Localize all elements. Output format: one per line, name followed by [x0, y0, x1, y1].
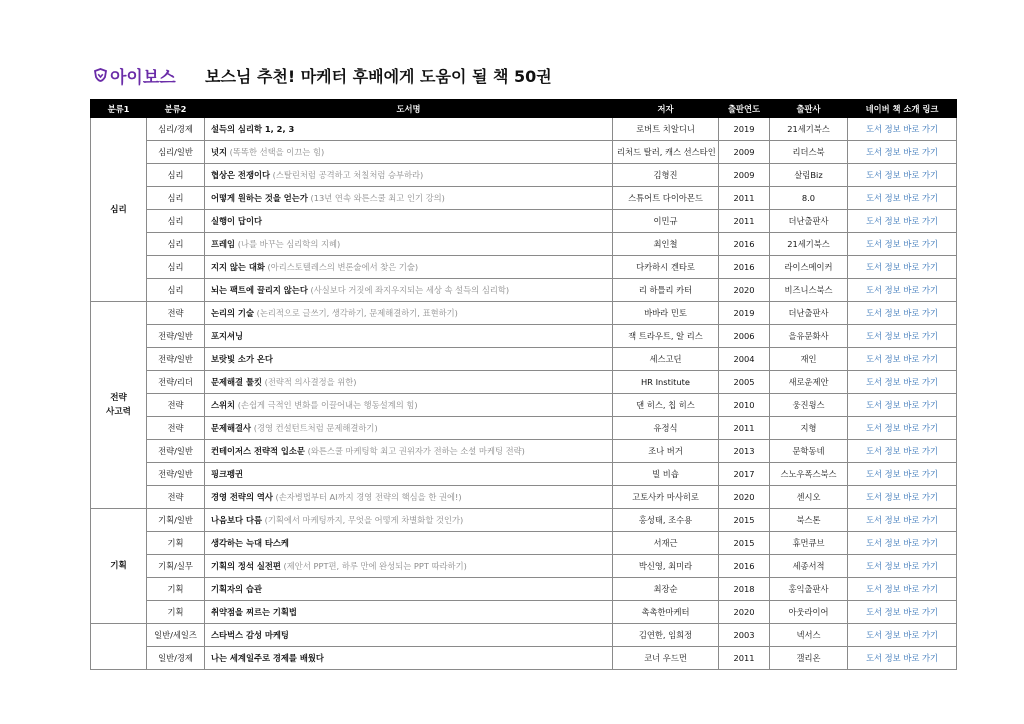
publisher-cell: 세종서적 — [770, 555, 848, 578]
year-cell: 2013 — [719, 440, 770, 463]
year-cell: 2005 — [719, 371, 770, 394]
book-title-cell — [205, 578, 613, 601]
year-cell: 2017 — [719, 463, 770, 486]
author-cell: 이민규 — [613, 210, 719, 233]
book-title-cell — [205, 348, 613, 371]
book-title-cell — [205, 394, 613, 417]
category2-cell: 심리 — [147, 256, 205, 279]
book-subtitle: (전략적 의사결정을 위한) — [264, 377, 357, 387]
year-cell: 2019 — [719, 302, 770, 325]
author-cell: 유정식 — [613, 417, 719, 440]
book-title: 컨테이저스 전략적 입소문 — [211, 446, 305, 456]
table-row — [91, 256, 957, 279]
category2-cell: 전략/일반 — [147, 325, 205, 348]
category2-cell: 전략 — [147, 486, 205, 509]
year-cell: 2010 — [719, 394, 770, 417]
author-cell: 잭 트라우트, 알 리스 — [613, 325, 719, 348]
table-row — [91, 187, 957, 210]
year-cell: 2011 — [719, 210, 770, 233]
publisher-cell: 북스톤 — [770, 509, 848, 532]
publisher-cell: 더난출판사 — [770, 210, 848, 233]
table-row — [91, 371, 957, 394]
author-cell: 리처드 탈러, 캐스 선스타인 — [613, 141, 719, 164]
book-title-cell — [205, 279, 613, 302]
table-row — [91, 486, 957, 509]
table-row — [91, 141, 957, 164]
author-cell: 최인철 — [613, 233, 719, 256]
publisher-cell: 을유문화사 — [770, 325, 848, 348]
author-cell: 바바라 민토 — [613, 302, 719, 325]
publisher-cell: 스노우폭스북스 — [770, 463, 848, 486]
book-info-link[interactable]: 도서 정보 바로 가기 — [848, 325, 957, 348]
book-title: 경영 전략의 역사 — [211, 492, 273, 502]
book-info-link[interactable]: 도서 정보 바로 가기 — [848, 601, 957, 624]
col-header-publisher: 출판사 — [770, 100, 848, 118]
book-subtitle: (제안서 PPT편, 하루 만에 완성되는 PPT 따라하기) — [283, 561, 467, 571]
col-header-category1: 분류1 — [91, 100, 147, 118]
table-row — [91, 325, 957, 348]
book-info-link[interactable]: 도서 정보 바로 가기 — [848, 233, 957, 256]
year-cell: 2020 — [719, 486, 770, 509]
col-header-category2: 분류2 — [147, 100, 205, 118]
category2-cell: 기획 — [147, 532, 205, 555]
book-info-link[interactable]: 도서 정보 바로 가기 — [848, 302, 957, 325]
table-row — [91, 394, 957, 417]
table-row — [91, 118, 957, 141]
category2-cell: 일반/세일즈 — [147, 624, 205, 647]
year-cell: 2006 — [719, 325, 770, 348]
category2-cell: 심리/일반 — [147, 141, 205, 164]
book-title-cell — [205, 624, 613, 647]
book-title: 스타벅스 감성 마케팅 — [211, 630, 289, 640]
year-cell: 2016 — [719, 555, 770, 578]
year-cell: 2011 — [719, 417, 770, 440]
book-title: 어떻게 원하는 것을 얻는가 — [211, 193, 308, 203]
book-title-cell — [205, 118, 613, 141]
publisher-cell: 8.0 — [770, 187, 848, 210]
book-subtitle: (손쉽게 극적인 변화를 이끌어내는 행동설계의 힘) — [237, 400, 418, 410]
book-info-link[interactable]: 도서 정보 바로 가기 — [848, 578, 957, 601]
book-title: 기획의 정석 실전편 — [211, 561, 281, 571]
book-info-link[interactable]: 도서 정보 바로 가기 — [848, 394, 957, 417]
year-cell: 2004 — [719, 348, 770, 371]
book-subtitle: (기획에서 마케팅까지, 무엇을 어떻게 차별화할 것인가) — [264, 515, 464, 525]
author-cell: 로버트 치알디니 — [613, 118, 719, 141]
category2-cell: 기획 — [147, 601, 205, 624]
book-title-cell — [205, 532, 613, 555]
book-info-link[interactable]: 도서 정보 바로 가기 — [848, 417, 957, 440]
year-cell: 2020 — [719, 601, 770, 624]
book-title-cell — [205, 233, 613, 256]
category2-cell: 기획 — [147, 578, 205, 601]
author-cell: 박신영, 최미라 — [613, 555, 719, 578]
book-title: 취약점을 찌르는 기획법 — [211, 607, 297, 617]
book-subtitle: (스탈린처럼 공격하고 처칠처럼 승부하라) — [272, 170, 424, 180]
table-row — [91, 578, 957, 601]
publisher-cell: 갤리온 — [770, 647, 848, 670]
page-title: 보스님 추천! 마케터 후배에게 도움이 될 책 50권 — [205, 66, 552, 86]
book-table — [90, 99, 957, 670]
book-title-cell — [205, 141, 613, 164]
publisher-cell: 21세기북스 — [770, 118, 848, 141]
book-info-link[interactable]: 도서 정보 바로 가기 — [848, 164, 957, 187]
book-title: 실행이 답이다 — [211, 216, 262, 226]
table-row — [91, 555, 957, 578]
book-info-link[interactable]: 도서 정보 바로 가기 — [848, 532, 957, 555]
table-row — [91, 463, 957, 486]
book-title: 프레임 — [211, 239, 236, 249]
col-header-author: 저자 — [613, 100, 719, 118]
author-cell: 다카하시 겐타로 — [613, 256, 719, 279]
year-cell: 2015 — [719, 532, 770, 555]
table-row — [91, 624, 957, 647]
year-cell: 2019 — [719, 118, 770, 141]
category1-cell: 기획 — [91, 509, 147, 624]
book-title: 논리의 기술 — [211, 308, 254, 318]
table-row — [91, 233, 957, 256]
author-cell: HR Institute — [613, 371, 719, 394]
book-title: 협상은 전쟁이다 — [211, 170, 270, 180]
shield-logo-icon — [94, 68, 107, 82]
category2-cell: 심리 — [147, 233, 205, 256]
book-title: 포지셔닝 — [211, 331, 244, 341]
publisher-cell: 라이스메이커 — [770, 256, 848, 279]
book-title-cell — [205, 371, 613, 394]
year-cell: 2011 — [719, 647, 770, 670]
book-subtitle: (13년 연속 와튼스쿨 최고 인기 강의) — [310, 193, 445, 203]
table-row — [91, 279, 957, 302]
category2-cell: 전략 — [147, 417, 205, 440]
publisher-cell: 새로운제안 — [770, 371, 848, 394]
publisher-cell: 넥서스 — [770, 624, 848, 647]
author-cell: 고토사카 마사히로 — [613, 486, 719, 509]
category2-cell: 전략 — [147, 302, 205, 325]
table-row — [91, 210, 957, 233]
year-cell: 2015 — [719, 509, 770, 532]
book-title-cell — [205, 256, 613, 279]
book-title-cell — [205, 509, 613, 532]
book-title: 생각하는 늑대 타스케 — [211, 538, 289, 548]
book-title: 핑크펭귄 — [211, 469, 244, 479]
category2-cell: 기획/실무 — [147, 555, 205, 578]
book-title: 나음보다 다름 — [211, 515, 262, 525]
year-cell: 2016 — [719, 256, 770, 279]
book-title-cell — [205, 601, 613, 624]
category1-cell: 전략 사고력 — [91, 302, 147, 509]
table-row — [91, 164, 957, 187]
author-cell: 세스고딘 — [613, 348, 719, 371]
publisher-cell: 더난출판사 — [770, 302, 848, 325]
category2-cell: 심리 — [147, 164, 205, 187]
category2-cell: 전략 — [147, 394, 205, 417]
book-info-link[interactable]: 도서 정보 바로 가기 — [848, 555, 957, 578]
col-header-link: 네이버 책 소개 링크 — [848, 100, 957, 118]
book-info-link[interactable]: 도서 정보 바로 가기 — [848, 440, 957, 463]
book-title: 지지 않는 대화 — [211, 262, 265, 272]
year-cell: 2009 — [719, 164, 770, 187]
category2-cell: 일반/경제 — [147, 647, 205, 670]
table-row — [91, 601, 957, 624]
book-title-cell — [205, 555, 613, 578]
year-cell: 2003 — [719, 624, 770, 647]
author-cell: 서재근 — [613, 532, 719, 555]
author-cell: 촉촉한마케터 — [613, 601, 719, 624]
book-subtitle: (논리적으로 글쓰기, 생각하기, 문제해결하기, 표현하기) — [256, 308, 458, 318]
author-cell: 김형진 — [613, 164, 719, 187]
book-subtitle: (손자병법부터 AI까지 경영 전략의 핵심을 한 권에!) — [275, 492, 462, 502]
publisher-cell: 아웃라이어 — [770, 601, 848, 624]
table-header-row — [91, 100, 957, 118]
table-row — [91, 509, 957, 532]
author-cell: 홍성태, 조수용 — [613, 509, 719, 532]
book-info-link[interactable]: 도서 정보 바로 가기 — [848, 647, 957, 670]
category2-cell: 전략/일반 — [147, 463, 205, 486]
book-info-link[interactable]: 도서 정보 바로 가기 — [848, 486, 957, 509]
year-cell: 2016 — [719, 233, 770, 256]
category2-cell: 전략/리더 — [147, 371, 205, 394]
book-title-cell — [205, 164, 613, 187]
author-cell: 코너 우드먼 — [613, 647, 719, 670]
category1-cell: 심리 — [91, 118, 147, 302]
book-title: 나는 세계일주로 경제를 배웠다 — [211, 653, 324, 663]
col-header-year: 출판연도 — [719, 100, 770, 118]
book-subtitle: (아리스토텔레스의 변론술에서 찾은 기술) — [267, 262, 419, 272]
book-title-cell — [205, 210, 613, 233]
book-title-cell — [205, 187, 613, 210]
book-info-link[interactable]: 도서 정보 바로 가기 — [848, 118, 957, 141]
year-cell: 2011 — [719, 187, 770, 210]
publisher-cell: 21세기북스 — [770, 233, 848, 256]
author-cell: 빌 비숍 — [613, 463, 719, 486]
author-cell: 최장순 — [613, 578, 719, 601]
book-title: 넛지 — [211, 147, 228, 157]
table-row — [91, 532, 957, 555]
publisher-cell: 문학동네 — [770, 440, 848, 463]
book-info-link[interactable]: 도서 정보 바로 가기 — [848, 141, 957, 164]
book-info-link[interactable]: 도서 정보 바로 가기 — [848, 187, 957, 210]
book-title-cell — [205, 463, 613, 486]
book-subtitle: (사실보다 거짓에 좌지우지되는 세상 속 설득의 심리학) — [310, 285, 510, 295]
author-cell: 스튜어트 다이아몬드 — [613, 187, 719, 210]
book-subtitle: (똑똑한 선택을 이끄는 힘) — [229, 147, 325, 157]
publisher-cell: 지형 — [770, 417, 848, 440]
publisher-cell: 재인 — [770, 348, 848, 371]
category2-cell: 기획/일반 — [147, 509, 205, 532]
book-title-cell — [205, 647, 613, 670]
book-info-link[interactable]: 도서 정보 바로 가기 — [848, 509, 957, 532]
book-subtitle: (와튼스쿨 마케팅학 최고 권위자가 전하는 소셜 마케팅 전략) — [307, 446, 525, 456]
category2-cell: 심리 — [147, 279, 205, 302]
publisher-cell: 웅진윙스 — [770, 394, 848, 417]
logo-text: 아이보스 — [110, 67, 176, 88]
category2-cell: 심리 — [147, 210, 205, 233]
book-title-cell — [205, 302, 613, 325]
book-title-cell — [205, 417, 613, 440]
col-header-book-title: 도서명 — [205, 100, 613, 118]
publisher-cell: 비즈니스북스 — [770, 279, 848, 302]
table-row — [91, 348, 957, 371]
book-info-link[interactable]: 도서 정보 바로 가기 — [848, 348, 957, 371]
table-row — [91, 440, 957, 463]
book-title-cell — [205, 486, 613, 509]
book-title: 보랏빛 소가 온다 — [211, 354, 273, 364]
book-info-link[interactable]: 도서 정보 바로 가기 — [848, 256, 957, 279]
book-title: 설득의 심리학 1, 2, 3 — [211, 124, 295, 134]
author-cell: 김연한, 임희정 — [613, 624, 719, 647]
table-row — [91, 417, 957, 440]
author-cell: 댄 히스, 칩 히스 — [613, 394, 719, 417]
table-body — [91, 118, 957, 670]
year-cell: 2018 — [719, 578, 770, 601]
book-title-cell — [205, 440, 613, 463]
category2-cell: 전략/일반 — [147, 440, 205, 463]
publisher-cell: 리더스북 — [770, 141, 848, 164]
author-cell: 조나 버거 — [613, 440, 719, 463]
table-row — [91, 302, 957, 325]
book-title: 기획자의 습관 — [211, 584, 262, 594]
table-row — [91, 647, 957, 670]
author-cell: 리 하틀리 카터 — [613, 279, 719, 302]
publisher-cell: 휴먼큐브 — [770, 532, 848, 555]
category2-cell: 심리/경제 — [147, 118, 205, 141]
book-subtitle: (나를 바꾸는 심리학의 지혜) — [237, 239, 341, 249]
book-title: 뇌는 팩트에 끌리지 않는다 — [211, 285, 308, 295]
book-title-cell — [205, 325, 613, 348]
book-title: 문제해결 툴킷 — [211, 377, 262, 387]
year-cell: 2020 — [719, 279, 770, 302]
book-info-link[interactable]: 도서 정보 바로 가기 — [848, 624, 957, 647]
book-subtitle: (경영 컨설턴트처럼 문제해결하기) — [253, 423, 378, 433]
category2-cell: 심리 — [147, 187, 205, 210]
year-cell: 2009 — [719, 141, 770, 164]
category2-cell: 전략/일반 — [147, 348, 205, 371]
book-info-link[interactable]: 도서 정보 바로 가기 — [848, 463, 957, 486]
logo[interactable] — [94, 63, 194, 88]
book-title: 문제해결사 — [211, 423, 252, 433]
category1-cell — [91, 624, 147, 670]
book-info-link[interactable]: 도서 정보 바로 가기 — [848, 371, 957, 394]
page-header — [94, 60, 552, 90]
book-info-link[interactable]: 도서 정보 바로 가기 — [848, 210, 957, 233]
publisher-cell: 살림Biz — [770, 164, 848, 187]
book-info-link[interactable]: 도서 정보 바로 가기 — [848, 279, 957, 302]
publisher-cell: 홍익출판사 — [770, 578, 848, 601]
book-title: 스위치 — [211, 400, 236, 410]
publisher-cell: 센시오 — [770, 486, 848, 509]
